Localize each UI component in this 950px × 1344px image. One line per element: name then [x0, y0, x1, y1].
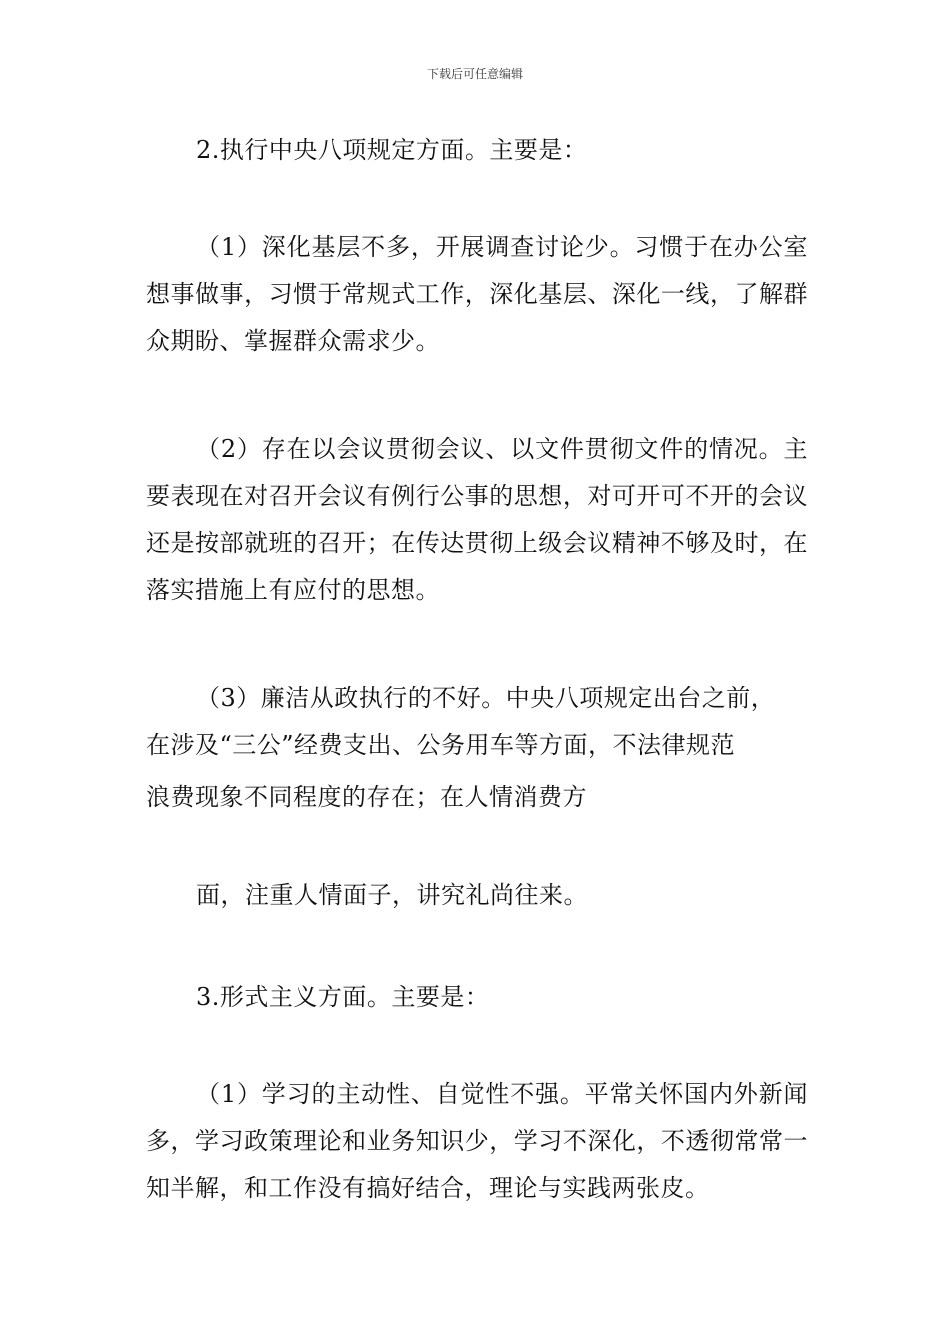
- paragraph-2-1: （1）深化基层不多，开展调查讨论少。习惯于在办公室想事做事，习惯于常规式工作，深化基层、深化一线，了解群众期盼、掌握群众需求少。: [146, 233, 808, 355]
- paragraph-2-3-continuation: 面，注重人情面子，讲究礼尚往来。: [196, 881, 588, 909]
- section-heading-2: 2.执行中央八项规定方面。主要是：: [196, 136, 588, 164]
- paragraph-2-3-line-3: 浪费现象不同程度的存在；在人情消费方: [146, 783, 587, 811]
- paragraph-2-2: （2）存在以会议贯彻会议、以文件贯彻文件的情况。主要表现在对召开会议有例行公事的思想，对可开可不开的会议还是按部就班的召开；在传达贯彻上级会议精神不够及时，在落实措施上有应付的思想。: [146, 435, 808, 604]
- paragraph-2-3-line-1: （3）廉洁从政执行的不好。中央八项规定出台之前，: [196, 684, 776, 712]
- paragraph-2-3-line-2: 在涉及“三公”经费支出、公务用车等方面，不法律规范: [146, 731, 736, 759]
- paragraph-3-1: （1）学习的主动性、自觉性不强。平常关怀国内外新闻多，学习政策理论和业务知识少，学习不深化，不透彻常常一知半解，和工作没有搞好结合，理论与实践两张皮。: [146, 1080, 808, 1202]
- page-header-note: 下载后可任意编辑: [426, 67, 523, 81]
- section-heading-3: 3.形式主义方面。主要是：: [196, 983, 490, 1011]
